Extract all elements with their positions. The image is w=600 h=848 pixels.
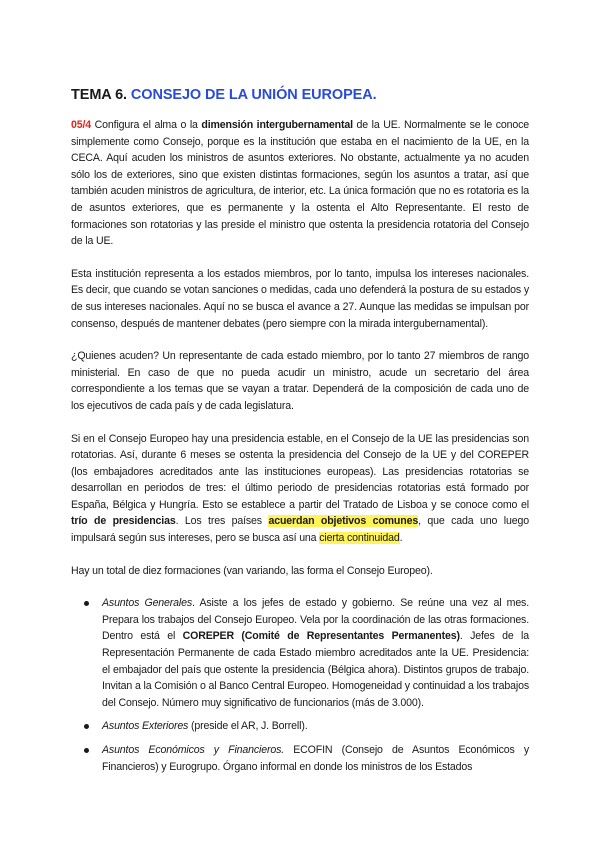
paragraph-attendees: ¿Quienes acuden? Un representante de cada estado miembro, por lo tanto 27 miembros de rango ministerial. En caso de que no pueda acudir un ministro, acude un secretario del área correspondiente a los temas que se vayan a tratar. Dependerá de la composición de cada uno de los ejecutivos de cada país y de cada legislatura. <box>71 350 529 412</box>
title-main: CONSEJO DE LA UNIÓN EUROPEA. <box>130 87 377 103</box>
text-run: Si en el Consejo Europeo hay una presidencia estable, en el Consejo de la UE las presidencias son rotatorias. Así, durante 6 meses se ostenta la presidencia del Consejo de la UE y del COREPER (los embajadores acreditados ante las instituciones europeas). Las presidencias rotatorias se desarrollan en periodos de tres: el último periodo de presidencias rotatorias está formado por España, Bélgica y Hungría. Esto se establece a partir del Tratado de Lisboa y se conoce como el <box>71 432 529 511</box>
highlighted-term: acuerdan objetivos comunes <box>268 515 419 528</box>
bold-term: dimensión intergubernamental <box>201 119 353 131</box>
bold-term: trío de presidencias <box>71 515 176 528</box>
paragraph-presidencies <box>71 431 529 547</box>
text-run: , que cada uno luego impulsará según sus intereses, pero se busca así una <box>71 515 529 545</box>
formations-list <box>71 595 529 775</box>
paragraph-formations: Hay un total de diez formaciones (van variando, las forma el Consejo Europeo). <box>71 564 433 577</box>
text-run: . <box>399 532 403 545</box>
text-run: (preside el AR, J. Borrell). <box>188 720 308 733</box>
text-run: ECOFIN (Consejo de Asuntos Económicos y Financieros) y Eurogrupo. Órgano informal en donde los ministros de los Estados <box>102 744 530 773</box>
text-run: . Asiste a los jefes de estado y gobierno. Se reúne una vez al mes. Prepara los trabajos del Consejo Europeo. Vela por la coordinación de las otras formaciones. Dentro está el <box>102 597 529 643</box>
list-item <box>102 718 529 735</box>
text-run: Configura el alma o la <box>91 119 202 131</box>
page-title <box>71 87 377 103</box>
title-prefix: TEMA 6. <box>71 87 127 103</box>
text-run: . Jefes de la Representación Permanente de cada Estado miembro acreditados ante la UE. Presidencia: el embajador del país que ostente la presidencia (Bélgica ahora). Distintos grupos de trabajo. Invitan a la Comisión o al Banco Central Europeo. Homogeneidad y continuidad a los trabajos del Consejo. Número muy significativo de funcionarios (más de 3.000). <box>102 630 529 709</box>
bold-term: COREPER (Comité de Representantes Permanentes) <box>182 630 460 643</box>
formation-name: Asuntos Generales <box>102 597 193 610</box>
paragraph-representation: Esta institución representa a los estados miembros, por lo tanto, impulsa los intereses nacionales. Es decir, que cuando se votan sanciones o medidas, cada uno defenderá la postura de su estados y de sus intereses nacionales. Aquí no se busca el avance a 27. Aunque las medidas se impulsan por consenso, después de mantener debates (pero siempre con la mirada intergubernamental). <box>71 267 529 330</box>
highlighted-text: cierta continuidad <box>319 532 400 545</box>
text-run: de la UE. Normalmente se le conoce simplemente como Consejo, porque es la institución que estaba en el nacimiento de la UE, en la CECA. Aquí acuden los ministros de asuntos exteriores. No obstante, actualmente ya no acuden sólo los de exteriores, sino que existen distintas formaciones, según los asuntos a tratar, así que también acuden ministros de agricultura, de interior, etc. La única formación que no es rotatoria es la de asuntos exteriores, que es permanente y la ostenta el Alto Representante. El resto de formaciones son rotatorias y las preside el ministro que ostenta la presidencia rotatoria del Consejo de la UE. <box>71 119 529 248</box>
document-body <box>71 117 529 782</box>
list-item <box>102 595 529 711</box>
formation-name: Asuntos Económicos y Financieros. <box>102 744 285 756</box>
formation-name: Asuntos Exteriores <box>102 720 189 733</box>
list-item <box>102 742 529 775</box>
text-run: . Los tres países <box>175 515 269 528</box>
paragraph-intro <box>71 117 529 250</box>
date-code: 05/4 <box>71 119 92 131</box>
